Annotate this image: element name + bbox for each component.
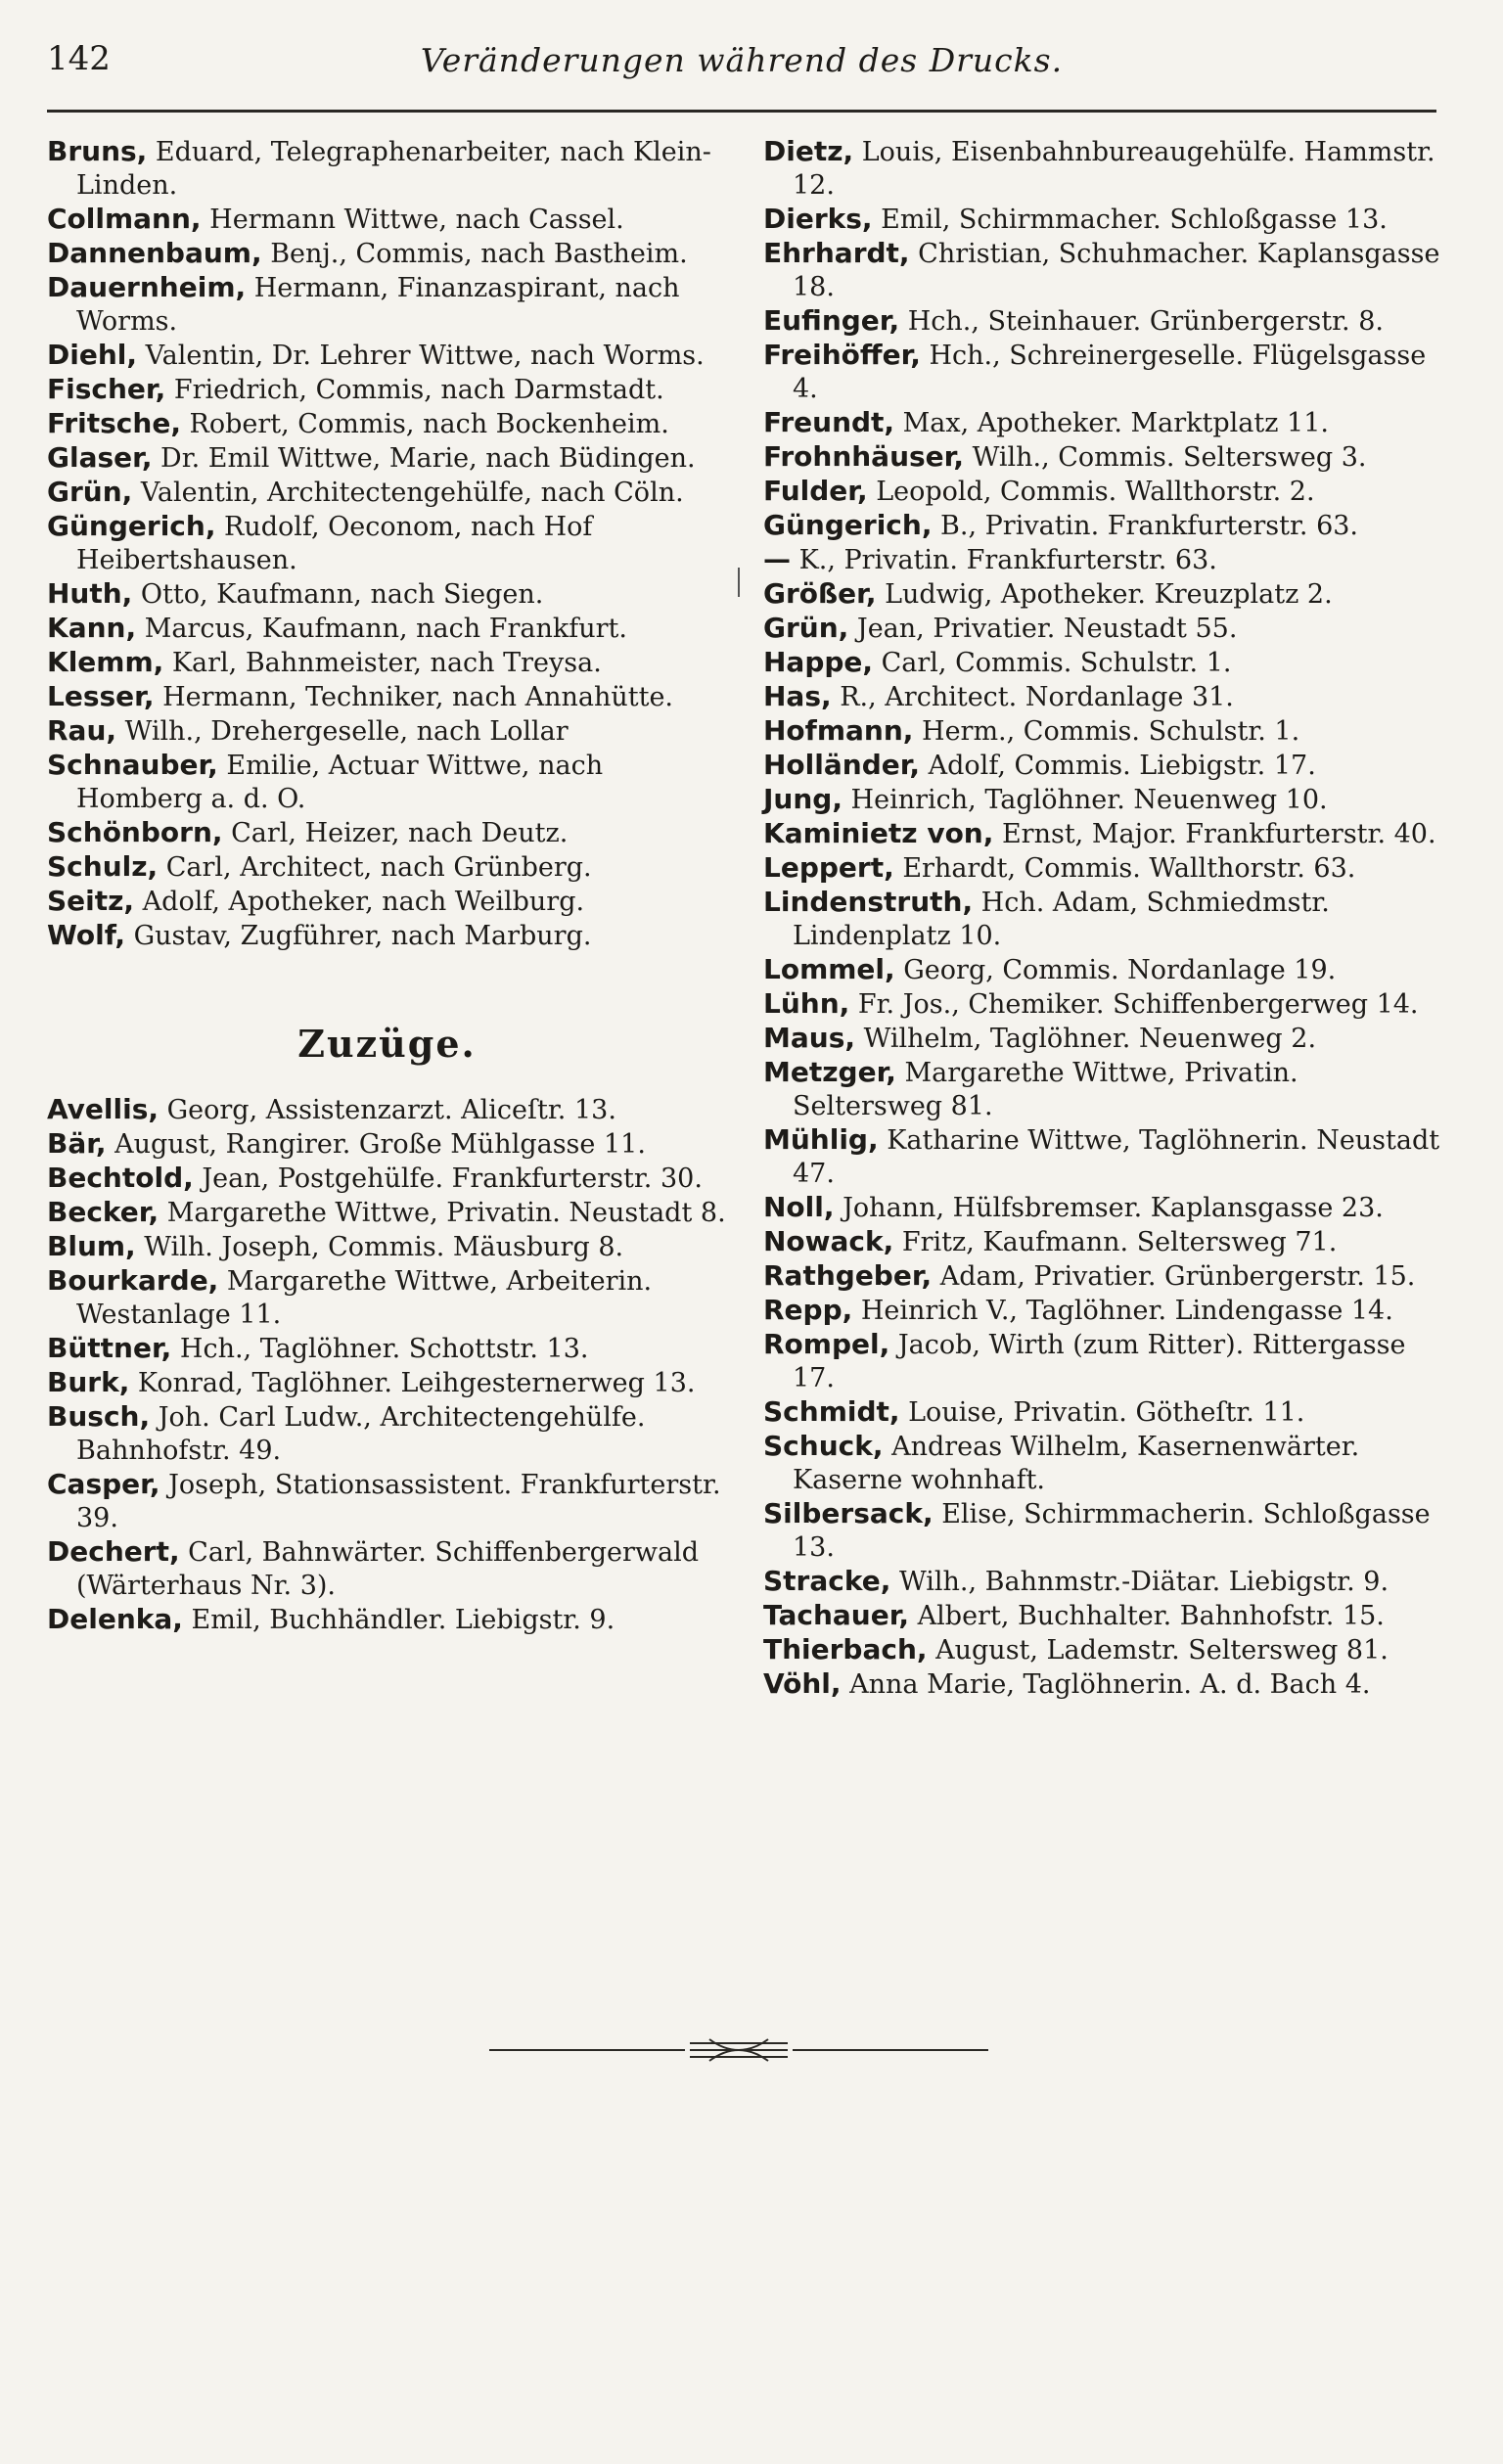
- entry-details: Louise, Privatin. Götheſtr. 11.: [899, 1397, 1305, 1428]
- directory-entry: [47, 1230, 727, 1264]
- entry-details: Christian, Schuhmacher. Kaplansgasse 18.: [793, 239, 1440, 302]
- entry-details: Margarethe Wittwe, Arbeiterin. Westanlage 11.: [76, 1266, 653, 1330]
- directory-entry: [47, 646, 727, 680]
- column-divider-mark: [738, 568, 740, 597]
- directory-entry: [763, 749, 1443, 783]
- section-title-zuzuege: Zuzüge.: [297, 1022, 477, 1066]
- entry-surname: Silbersack,: [763, 1497, 934, 1529]
- entry-surname: Has,: [763, 680, 832, 712]
- entry-surname: Mühlig,: [763, 1123, 879, 1156]
- page-number: 142: [47, 39, 111, 78]
- directory-entry: [47, 1162, 727, 1196]
- entry-details: Wilh., Drehergeselle, nach Lollar: [116, 716, 569, 747]
- entry-details: R., Architect. Nordanlage 31.: [831, 682, 1234, 712]
- directory-entry: [47, 441, 727, 476]
- entry-surname: Thierbach,: [763, 1633, 928, 1665]
- entry-surname: Nowack,: [763, 1225, 894, 1257]
- entry-surname: Ehrhardt,: [763, 237, 910, 269]
- entry-details: Emil, Schirmmacher. Schloßgasse 13.: [872, 205, 1388, 235]
- entry-surname: Lesser,: [47, 680, 155, 712]
- entry-details: Hch. Adam, Schmiedmstr. Lindenplatz 10.: [793, 888, 1330, 951]
- entry-surname: —: [763, 543, 791, 575]
- entry-details: Gustav, Zugführer, nach Marburg.: [125, 921, 592, 951]
- directory-entry: [763, 851, 1443, 886]
- entry-surname: Maus,: [763, 1022, 855, 1054]
- entry-surname: Eufinger,: [763, 304, 900, 337]
- directory-entry: [763, 509, 1443, 543]
- directory-entry: [47, 1468, 727, 1535]
- entry-details: Ernst, Major. Frankfurterstr. 40.: [993, 819, 1436, 849]
- entry-surname: Dauernheim,: [47, 271, 247, 303]
- entry-surname: Lindenstruth,: [763, 886, 974, 918]
- entry-surname: Blum,: [47, 1230, 136, 1262]
- directory-entry: [763, 1022, 1443, 1056]
- entry-surname: Casper,: [47, 1468, 160, 1500]
- entry-surname: Delenka,: [47, 1603, 183, 1635]
- directory-entry: [47, 680, 727, 714]
- directory-entry: [47, 714, 727, 749]
- page-header: [47, 39, 1436, 98]
- directory-entry: [47, 850, 727, 885]
- entry-surname: Dierks,: [763, 203, 873, 235]
- directory-entry: [763, 543, 1443, 577]
- entry-surname: Jung,: [763, 783, 843, 815]
- entry-surname: Collmann,: [47, 203, 202, 235]
- entry-details: Anna Marie, Taglöhnerin. A. d. Bach 4.: [841, 1669, 1371, 1700]
- directory-entry: [763, 1667, 1443, 1702]
- directory-entry: [763, 577, 1443, 612]
- entry-surname: Kann,: [47, 612, 137, 644]
- entry-details: Valentin, Architectengehülfe, nach Cöln.: [132, 478, 684, 508]
- entry-details: August, Rangirer. Große Mühlgasse 11.: [106, 1129, 646, 1160]
- entry-details: Ludwig, Apotheker. Kreuzplatz 2.: [876, 579, 1333, 610]
- directory-entry: [763, 440, 1443, 475]
- entry-surname: Becker,: [47, 1196, 159, 1228]
- entry-details: Heinrich, Taglöhner. Neuenweg 10.: [842, 785, 1328, 815]
- directory-entry: [763, 1599, 1443, 1633]
- directory-entry: [47, 1535, 727, 1603]
- directory-entry: [47, 749, 727, 816]
- directory-entry: [763, 203, 1443, 237]
- directory-entry: [47, 1196, 727, 1230]
- directory-entry: [763, 612, 1443, 646]
- directory-entry: [47, 816, 727, 850]
- entry-details: Georg, Assistenzarzt. Aliceſtr. 13.: [159, 1095, 616, 1125]
- directory-entry: [763, 1430, 1443, 1497]
- entry-details: Hermann, Techniker, nach Annahütte.: [154, 682, 674, 712]
- entry-details: Wilhelm, Taglöhner. Neuenweg 2.: [855, 1024, 1317, 1054]
- entry-details: Jacob, Wirth (zum Ritter). Rittergasse 17.: [793, 1330, 1406, 1393]
- entry-surname: Grün,: [47, 476, 133, 508]
- entry-surname: Burk,: [47, 1366, 130, 1398]
- entry-surname: Bär,: [47, 1127, 107, 1160]
- entry-details: August, Lademstr. Seltersweg 81.: [927, 1635, 1389, 1665]
- entry-details: Wilh., Commis. Seltersweg 3.: [964, 442, 1367, 473]
- entry-details: Robert, Commis, nach Bockenheim.: [180, 409, 669, 439]
- entry-surname: Seitz,: [47, 885, 135, 917]
- left-column: [47, 135, 727, 1637]
- entry-details: Wilh. Joseph, Commis. Mäusburg 8.: [135, 1232, 624, 1262]
- entry-details: Valentin, Dr. Lehrer Wittwe, nach Worms.: [137, 341, 705, 371]
- entry-surname: Freihöffer,: [763, 339, 921, 371]
- entry-details: Konrad, Taglöhner. Leihgesternerweg 13.: [129, 1368, 696, 1398]
- directory-entry: [763, 1395, 1443, 1430]
- departures-list: [47, 135, 727, 953]
- entry-details: B., Privatin. Frankfurterstr. 63.: [932, 511, 1359, 541]
- entry-details: Hch., Taglöhner. Schottstr. 13.: [171, 1334, 589, 1364]
- entry-surname: Rompel,: [763, 1328, 890, 1360]
- entry-details: Otto, Kaufmann, nach Siegen.: [132, 579, 544, 610]
- entry-surname: Huth,: [47, 577, 133, 610]
- directory-entry: [47, 919, 727, 953]
- entry-details: Louis, Eisenbahnbureaugehülfe. Hammstr. 12.: [793, 137, 1435, 201]
- directory-entry: [47, 135, 727, 203]
- entry-surname: Dietz,: [763, 135, 854, 167]
- entry-details: Hermann, Finanzaspirant, nach Worms.: [76, 273, 680, 337]
- entry-surname: Bourkarde,: [47, 1264, 219, 1297]
- entry-surname: Happe,: [763, 646, 874, 678]
- directory-entry: [47, 1127, 727, 1162]
- entry-surname: Grün,: [763, 612, 849, 644]
- entry-surname: Hofmann,: [763, 714, 914, 747]
- directory-entry: [763, 1056, 1443, 1123]
- entry-surname: Kaminietz von,: [763, 817, 994, 849]
- directory-entry: [763, 987, 1443, 1022]
- entry-surname: Freundt,: [763, 406, 895, 438]
- directory-entry: [763, 1123, 1443, 1191]
- entry-details: Fr. Jos., Chemiker. Schiffenbergerweg 14.: [849, 989, 1419, 1020]
- directory-entry: [763, 1191, 1443, 1225]
- directory-entry: [763, 1565, 1443, 1599]
- directory-entry: [763, 1294, 1443, 1328]
- directory-entry: [47, 476, 727, 510]
- directory-entry: [763, 1497, 1443, 1565]
- entry-details: Emil, Buchhändler. Liebigstr. 9.: [182, 1605, 615, 1635]
- directory-entry: [47, 1400, 727, 1468]
- directory-entry: [763, 304, 1443, 339]
- entry-details: Carl, Commis. Schulstr. 1.: [873, 648, 1232, 678]
- directory-entry: [763, 680, 1443, 714]
- entry-surname: Klemm,: [47, 646, 164, 678]
- entry-details: Fritz, Kaufmann. Seltersweg 71.: [893, 1227, 1338, 1257]
- entry-details: Albert, Buchhalter. Bahnhofstr. 15.: [909, 1601, 1385, 1631]
- entry-details: K., Privatin. Frankfurterstr. 63.: [791, 545, 1217, 575]
- entry-details: Leopold, Commis. Wallthorstr. 2.: [867, 477, 1315, 507]
- entry-surname: Fritsche,: [47, 407, 181, 439]
- entry-details: Heinrich V., Taglöhner. Lindengasse 14.: [852, 1296, 1393, 1326]
- entry-surname: Noll,: [763, 1191, 835, 1223]
- directory-entry: [763, 783, 1443, 817]
- entry-details: Wilh., Bahnmstr.-Diätar. Liebigstr. 9.: [890, 1567, 1389, 1597]
- directory-entry: [763, 1328, 1443, 1395]
- entry-details: Adolf, Apotheker, nach Weilburg.: [134, 887, 585, 917]
- entry-surname: Fulder,: [763, 475, 868, 507]
- entry-surname: Bechtold,: [47, 1162, 194, 1194]
- entry-details: Johann, Hülfsbremser. Kaplansgasse 23.: [834, 1193, 1384, 1223]
- entry-details: Marcus, Kaufmann, nach Frankfurt.: [136, 614, 627, 644]
- entry-details: Friedrich, Commis, nach Darmstadt.: [165, 375, 664, 405]
- header-rule: [47, 110, 1436, 113]
- entry-surname: Tachauer,: [763, 1599, 910, 1631]
- entry-details: Elise, Schirmmacherin. Schloßgasse 13.: [793, 1499, 1431, 1563]
- entry-details: Erhardt, Commis. Wallthorstr. 63.: [893, 853, 1356, 884]
- arrivals-list-continued: [763, 135, 1443, 1702]
- entry-surname: Diehl,: [47, 339, 137, 371]
- directory-entry: [763, 817, 1443, 851]
- entry-surname: Schuck,: [763, 1430, 884, 1462]
- directory-entry: [763, 646, 1443, 680]
- directory-entry: [47, 237, 727, 271]
- entry-surname: Lühn,: [763, 987, 850, 1020]
- entry-details: Karl, Bahnmeister, nach Treysa.: [163, 648, 602, 678]
- entry-surname: Lommel,: [763, 953, 895, 985]
- entry-details: Adam, Privatier. Grünbergerstr. 15.: [932, 1261, 1416, 1292]
- entry-surname: Fischer,: [47, 373, 166, 405]
- entry-details: Rudolf, Oeconom, nach Hof Heibertshausen.: [76, 512, 593, 575]
- entry-surname: Dechert,: [47, 1535, 180, 1568]
- directory-entry: [47, 612, 727, 646]
- entry-surname: Güngerich,: [763, 509, 933, 541]
- directory-entry: [763, 135, 1443, 203]
- entry-details: Jean, Privatier. Neustadt 55.: [848, 614, 1238, 644]
- directory-entry: [763, 1259, 1443, 1294]
- entry-surname: Bruns,: [47, 135, 148, 167]
- directory-entry: [47, 407, 727, 441]
- directory-entry: [47, 339, 727, 373]
- entry-surname: Schulz,: [47, 850, 159, 883]
- entry-surname: Busch,: [47, 1400, 151, 1433]
- entry-surname: Avellis,: [47, 1093, 159, 1125]
- directory-entry: [47, 577, 727, 612]
- entry-details: Dr. Emil Wittwe, Marie, nach Büdingen.: [152, 443, 696, 474]
- directory-entry: [47, 1264, 727, 1332]
- entry-details: Carl, Heizer, nach Deutz.: [222, 818, 569, 848]
- entry-details: Katharine Wittwe, Taglöhnerin. Neustadt 47.: [793, 1125, 1440, 1189]
- arrivals-list: [47, 1093, 727, 1637]
- entry-details: Margarethe Wittwe, Privatin. Neustadt 8.: [159, 1198, 726, 1228]
- entry-details: Carl, Bahnwärter. Schiffenbergerwald (Wärterhaus Nr. 3).: [76, 1537, 700, 1601]
- entry-surname: Größer,: [763, 577, 877, 610]
- entry-details: Carl, Architect, nach Grünberg.: [158, 852, 592, 883]
- entry-details: Hch., Schreinergeselle. Flügelsgasse 4.: [793, 341, 1427, 404]
- entry-surname: Dannenbaum,: [47, 237, 262, 269]
- entry-details: Herm., Commis. Schulstr. 1.: [913, 716, 1300, 747]
- directory-entry: [763, 953, 1443, 987]
- ornament-rule: [489, 2035, 988, 2065]
- directory-entry: [763, 1633, 1443, 1667]
- running-title: Veränderungen während des Drucks.: [420, 41, 1064, 79]
- directory-entry: [47, 1093, 727, 1127]
- directory-entry: [763, 1225, 1443, 1259]
- directory-entry: [47, 1603, 727, 1637]
- entry-surname: Büttner,: [47, 1332, 172, 1364]
- directory-entry: [763, 339, 1443, 406]
- directory-entry: [763, 714, 1443, 749]
- right-column: [763, 135, 1443, 1702]
- entry-surname: Güngerich,: [47, 510, 216, 542]
- entry-surname: Rathgeber,: [763, 1259, 933, 1292]
- entry-surname: Schnauber,: [47, 749, 218, 781]
- directory-entry: [47, 271, 727, 339]
- entry-surname: Leppert,: [763, 851, 894, 884]
- directory-entry: [763, 406, 1443, 440]
- directory-entry: [47, 885, 727, 919]
- entry-surname: Stracke,: [763, 1565, 891, 1597]
- entry-details: Joseph, Stationsassistent. Frankfurterstr. 39.: [76, 1470, 721, 1533]
- directory-entry: [763, 237, 1443, 304]
- entry-details: Hch., Steinhauer. Grünbergerstr. 8.: [899, 306, 1384, 337]
- directory-entry: [763, 475, 1443, 509]
- entry-surname: Holländer,: [763, 749, 921, 781]
- entry-surname: Schönborn,: [47, 816, 223, 848]
- entry-surname: Schmidt,: [763, 1395, 900, 1428]
- entry-details: Max, Apotheker. Marktplatz 11.: [894, 408, 1329, 438]
- directory-entry: [47, 1332, 727, 1366]
- directory-entry: [47, 1366, 727, 1400]
- entry-details: Eduard, Telegraphenarbeiter, nach Klein-Linden.: [76, 137, 711, 201]
- entry-details: Benj., Commis, nach Bastheim.: [261, 239, 688, 269]
- entry-details: Adolf, Commis. Liebigstr. 17.: [920, 751, 1316, 781]
- entry-surname: Frohnhäuser,: [763, 440, 964, 473]
- entry-surname: Wolf,: [47, 919, 126, 951]
- entry-surname: Rau,: [47, 714, 117, 747]
- entry-surname: Repp,: [763, 1294, 853, 1326]
- directory-entry: [47, 510, 727, 577]
- directory-entry: [47, 203, 727, 237]
- entry-details: Margarethe Wittwe, Privatin. Seltersweg 81.: [793, 1058, 1298, 1121]
- directory-entry: [47, 373, 727, 407]
- directory-entry: [763, 886, 1443, 953]
- entry-details: Joh. Carl Ludw., Architectengehülfe. Bahnhofstr. 49.: [76, 1402, 646, 1466]
- entry-details: Hermann Wittwe, nach Cassel.: [201, 205, 624, 235]
- entry-details: Andreas Wilhelm, Kasernenwärter. Kaserne wohnhaft.: [793, 1432, 1360, 1495]
- entry-details: Jean, Postgehülfe. Frankfurterstr. 30.: [193, 1164, 703, 1194]
- entry-details: Emilie, Actuar Wittwe, nach Homberg a. d. O.: [76, 751, 604, 814]
- entry-surname: Glaser,: [47, 441, 153, 474]
- entry-surname: Metzger,: [763, 1056, 896, 1088]
- entry-details: Georg, Commis. Nordanlage 19.: [894, 955, 1337, 985]
- entry-surname: Vöhl,: [763, 1667, 842, 1700]
